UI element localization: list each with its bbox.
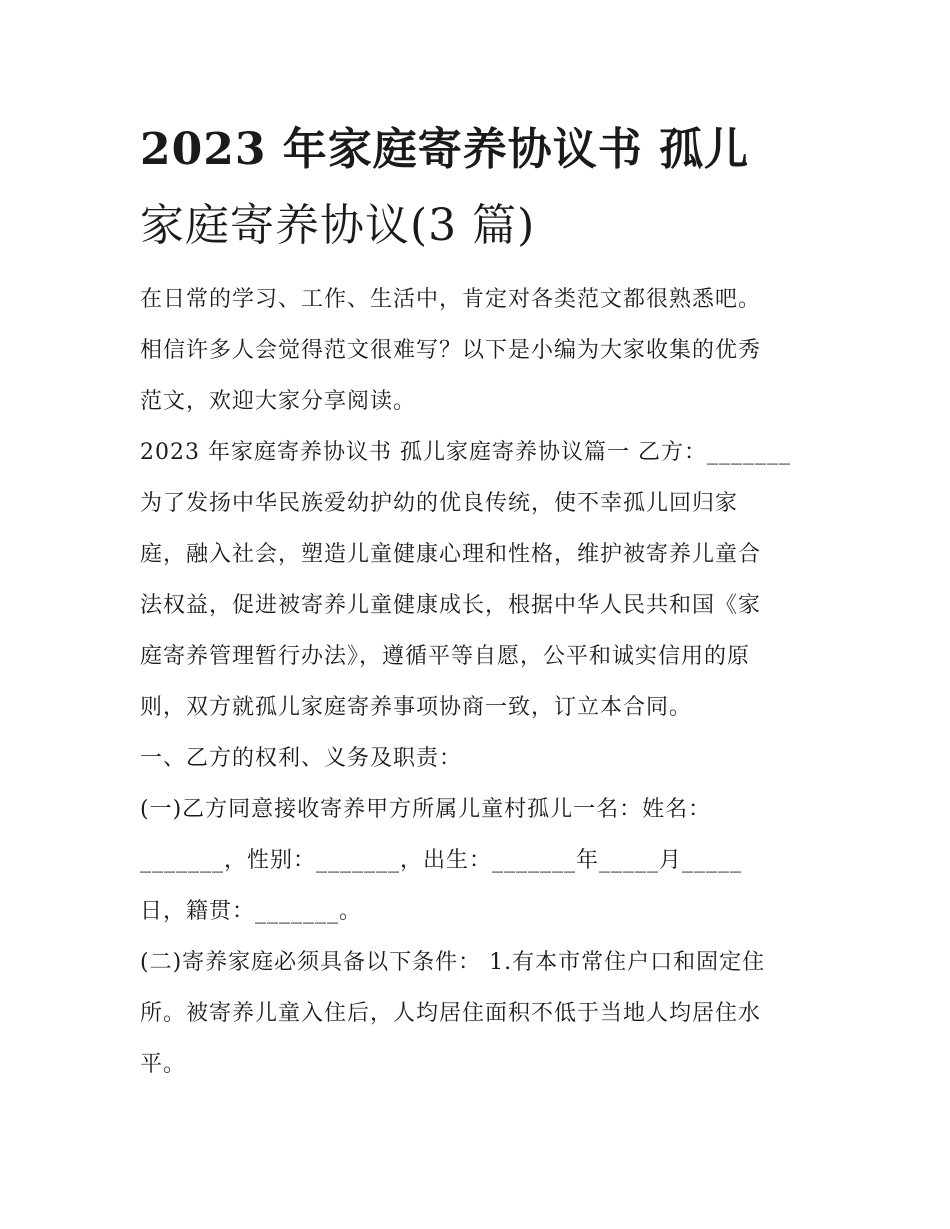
item1-line-3: 日，籍贯：_______。: [140, 899, 363, 924]
item1-line-1: (一)乙方同意接收寄养甲方所属儿童村孤儿一名：姓名：: [140, 797, 712, 822]
intro-line-1: 在日常的学习、工作、生活中，肯定对各类范文都很熟悉吧。: [140, 287, 762, 312]
body-line-5: 庭寄养管理暂行办法》，遵循平等自愿，公平和诚实信用的原: [140, 644, 751, 669]
section-heading: [140, 733, 812, 784]
intro-line-2: 相信许多人会觉得范文很难写？以下是小编为大家收集的优秀: [140, 338, 762, 363]
item2-line-1: (二)寄养家庭必须具备以下条件： 1.有本市常住户口和固定住: [140, 950, 766, 975]
item-1-paragraph: [140, 784, 812, 937]
body-line-3: 庭，融入社会，塑造儿童健康心理和性格，维护被寄养儿童合: [140, 542, 762, 567]
intro-line-3: 范文，欢迎大家分享阅读。: [140, 389, 417, 414]
body-paragraph: [140, 427, 812, 733]
item-2-paragraph: [140, 937, 812, 1090]
item1-line-2: _______，性别：_______，出生：_______年_____月_____: [140, 848, 743, 873]
body-line-2: 为了发扬中华民族爱幼护幼的优良传统，使不幸孤儿回归家: [140, 491, 739, 516]
body-line-6: 则，双方就孤儿家庭寄养事项协商一致，订立本合同。: [140, 695, 693, 720]
title-line-1: 2023 年家庭寄养协议书 孤儿: [140, 124, 750, 175]
item2-line-2: 所。被寄养儿童入住后，人均居住面积不低于当地人均居住水: [140, 1001, 762, 1026]
title-line-2: 家庭寄养协议(3 篇): [140, 200, 536, 251]
item2-line-3: 平。: [140, 1052, 187, 1077]
document-page: [140, 112, 812, 1090]
section1-heading: 一、乙方的权利、义务及职责：: [140, 746, 463, 771]
intro-paragraph: [140, 274, 812, 427]
body-line-1: 2023 年家庭寄养协议书 孤儿家庭寄养协议篇一 乙方：_______: [140, 440, 791, 465]
document-title: [140, 112, 812, 264]
body-line-4: 法权益，促进被寄养儿童健康成长，根据中华人民共和国《家: [140, 593, 762, 618]
